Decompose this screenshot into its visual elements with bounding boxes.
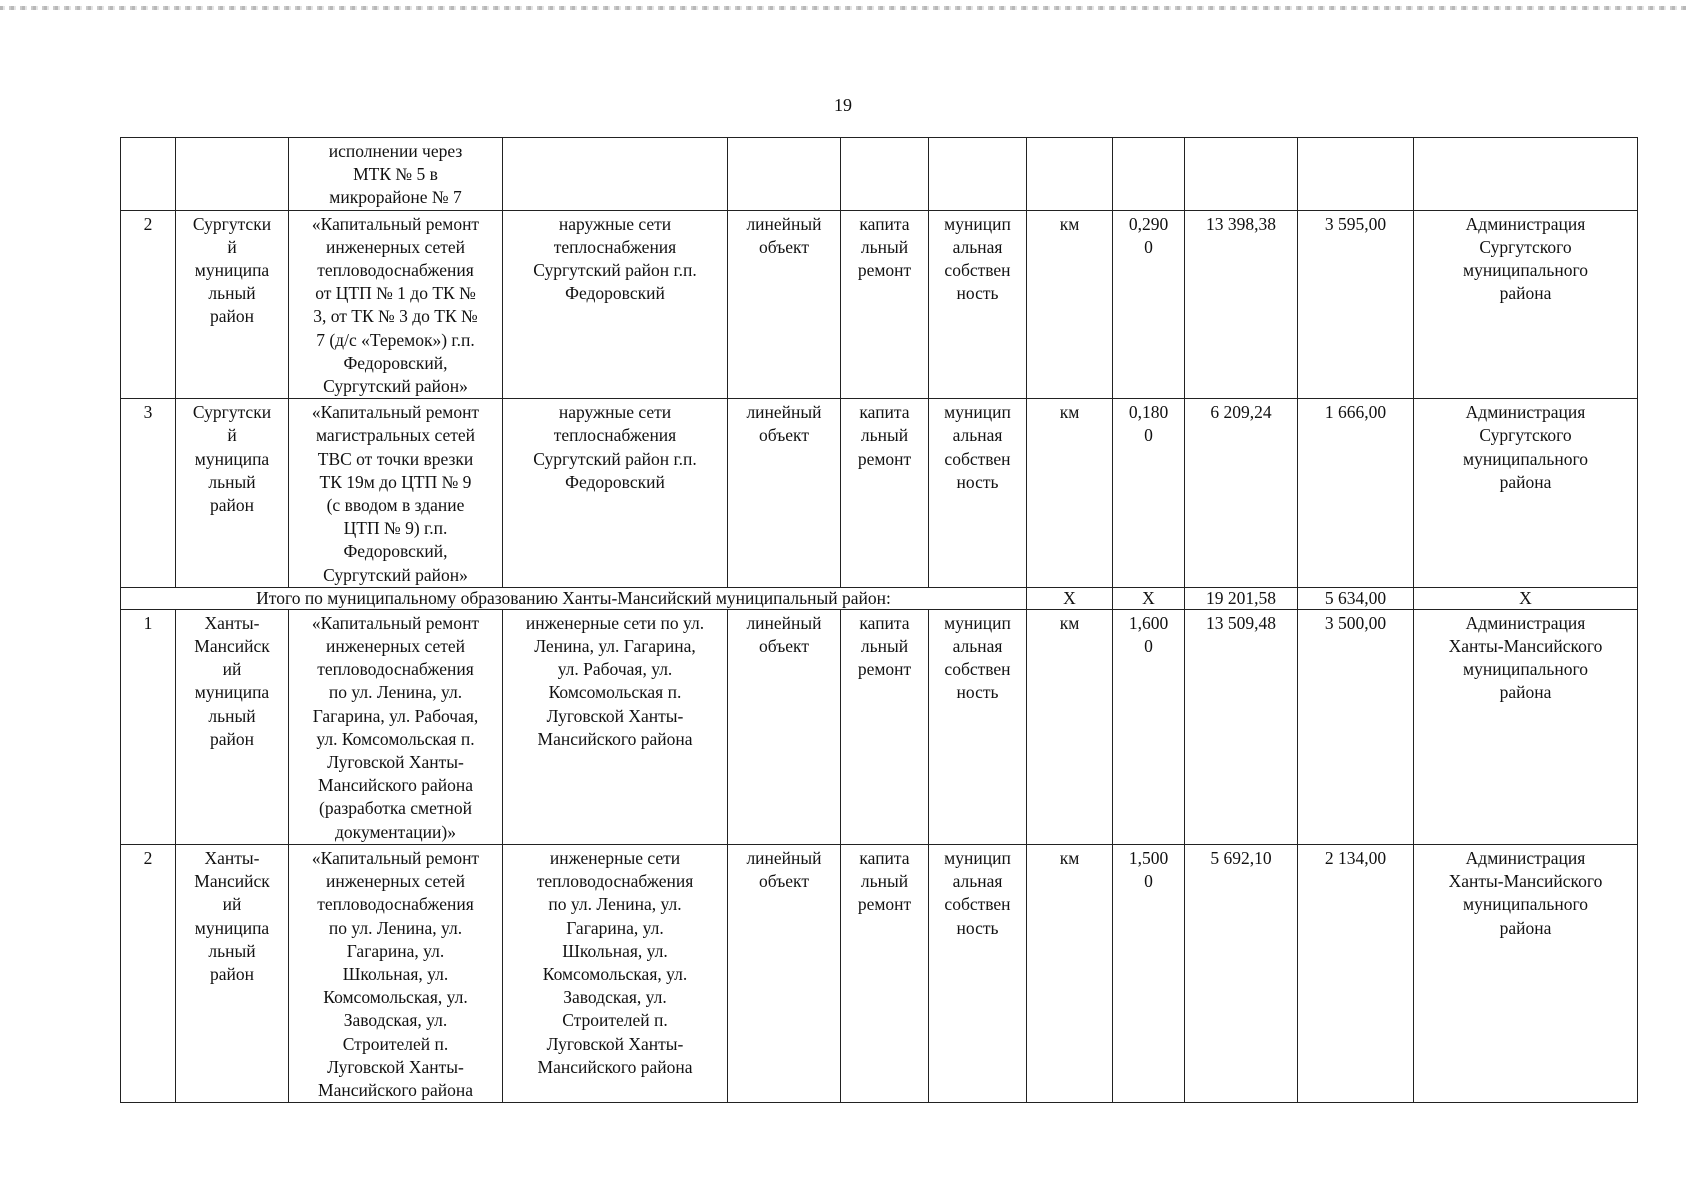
page-number: 19 [834,95,852,115]
cell-customer: Администрация Ханты-Мансийского муниципального района [1414,609,1638,844]
cell-object-type: линейный объект [728,210,841,399]
cell-location [503,138,728,211]
cell-customer: Администрация Сургутского муниципального района [1414,399,1638,588]
cell-ownership: муницип альная собствен ность [929,399,1027,588]
cell-object-type: линейный объект [728,609,841,844]
cell-municipality: Ханты- Мансийск ий муниципа льный район [176,609,289,844]
cell-object-name: исполнении через МТК № 5 в микрорайоне № 7 [289,138,503,211]
total-cost-year: 5 634,00 [1298,587,1414,609]
cell-object-type: линейный объект [728,844,841,1102]
cell-capacity: 0,290 0 [1113,210,1185,399]
cell-object-name: «Капитальный ремонт инженерных сетей тепловодоснабжения по ул. Ленина, ул. Гагарина, ул. Школьная, ул. Комсомольская, ул. Заводская, ул. Строителей п. Луговской Ханты- Мансийского района [289,844,503,1102]
cell-customer [1414,138,1638,211]
cell-num: 2 [121,210,176,399]
cell-customer: Администрация Сургутского муниципального района [1414,210,1638,399]
total-cost-total: 19 201,58 [1185,587,1298,609]
cell-work-type: капита льный ремонт [841,399,929,588]
cell-num: 1 [121,609,176,844]
total-capacity: Х [1113,587,1185,609]
cell-work-type: капита льный ремонт [841,609,929,844]
cell-unit [1027,138,1113,211]
cell-unit: км [1027,399,1113,588]
table-row-continuation [121,138,1638,211]
cell-num: 2 [121,844,176,1102]
cell-ownership: муницип альная собствен ность [929,210,1027,399]
cell-object-type [728,138,841,211]
table-row-total [121,587,1638,609]
cell-location: наружные сети теплоснабжения Сургутский район г.п. Федоровский [503,399,728,588]
cell-municipality: Сургутски й муниципа льный район [176,210,289,399]
total-unit: Х [1027,587,1113,609]
cell-unit: км [1027,844,1113,1102]
table-row [121,399,1638,588]
cell-cost-year: 3 500,00 [1298,609,1414,844]
table-row [121,210,1638,399]
cell-num: 3 [121,399,176,588]
cell-object-name: «Капитальный ремонт магистральных сетей ТВС от точки врезки ТК 19м до ЦТП № 9 (с вводом в здание ЦТП № 9) г.п. Федоровский, Сургутский район» [289,399,503,588]
cell-unit: км [1027,609,1113,844]
cell-capacity: 0,180 0 [1113,399,1185,588]
cell-municipality: Сургутски й муниципа льный район [176,399,289,588]
cell-cost-year [1298,138,1414,211]
cell-object-name: «Капитальный ремонт инженерных сетей тепловодоснабжения по ул. Ленина, ул. Гагарина, ул. Рабочая, ул. Комсомольская п. Луговской Ханты- Мансийского района (разработка сметной документации)» [289,609,503,844]
cell-cost-year: 1 666,00 [1298,399,1414,588]
cell-num [121,138,176,211]
total-customer: Х [1414,587,1638,609]
cell-location: наружные сети теплоснабжения Сургутский район г.п. Федоровский [503,210,728,399]
cell-location: инженерные сети по ул. Ленина, ул. Гагарина, ул. Рабочая, ул. Комсомольская п. Луговской Ханты- Мансийского района [503,609,728,844]
cell-unit: км [1027,210,1113,399]
capital-repair-table [120,137,1638,1103]
cell-capacity: 1,500 0 [1113,844,1185,1102]
cell-object-type: линейный объект [728,399,841,588]
cell-cost-year: 3 595,00 [1298,210,1414,399]
cell-location: инженерные сети тепловодоснабжения по ул. Ленина, ул. Гагарина, ул. Школьная, ул. Комсомольская, ул. Заводская, ул. Строителей п. Луговской Ханты- Мансийского района [503,844,728,1102]
table-row [121,609,1638,844]
cell-ownership [929,138,1027,211]
table-row [121,844,1638,1102]
cell-object-name: «Капитальный ремонт инженерных сетей тепловодоснабжения от ЦТП № 1 до ТК № 3, от ТК № 3 до ТК № 7 (д/с «Теремок») г.п. Федоровский, Сургутский район» [289,210,503,399]
cell-cost-total: 6 209,24 [1185,399,1298,588]
cell-cost-year: 2 134,00 [1298,844,1414,1102]
cell-municipality: Ханты- Мансийск ий муниципа льный район [176,844,289,1102]
cell-capacity: 1,600 0 [1113,609,1185,844]
cell-work-type: капита льный ремонт [841,844,929,1102]
cell-cost-total [1185,138,1298,211]
cell-customer: Администрация Ханты-Мансийского муниципального района [1414,844,1638,1102]
scan-edge-artifact [0,6,1686,10]
cell-work-type [841,138,929,211]
cell-cost-total: 13 398,38 [1185,210,1298,399]
cell-capacity [1113,138,1185,211]
cell-cost-total: 13 509,48 [1185,609,1298,844]
cell-municipality [176,138,289,211]
cell-ownership: муницип альная собствен ность [929,844,1027,1102]
cell-ownership: муницип альная собствен ность [929,609,1027,844]
cell-cost-total: 5 692,10 [1185,844,1298,1102]
cell-work-type: капита льный ремонт [841,210,929,399]
total-label: Итого по муниципальному образованию Ханты-Мансийский муниципальный район: [121,587,1027,609]
